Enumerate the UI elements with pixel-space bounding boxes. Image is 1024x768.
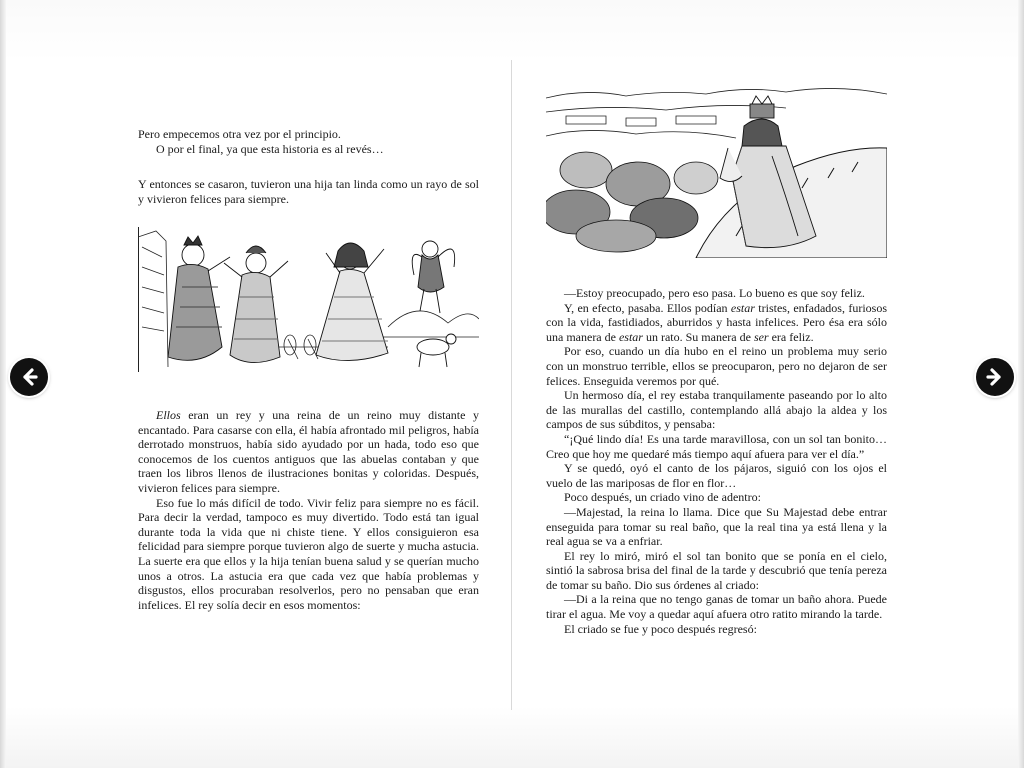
paragraph-thought: “¡Qué lindo día! Es una tarde maravillosa, con un sol tan bonito… Creo que hoy me quedaré más tiempo aquí afuera para ver el día.” <box>546 431 887 461</box>
paragraph-hardest: Eso fue lo más difícil de todo. Vivir feliz para siempre no es fácil. Para decir la verdad, tampoco es muy divertido. Todo está tan igual durante toda la vida que ni chiste tiene. Y ellos consiguieron esa felicidad para siempre porque tuvieron algo de suerte y mucha astucia. La suerte era que ellos y la hija tenían buena salud y se querían mucho unos a otros. La astucia era que cada vez que había problemas y disgustos, ellos procuraban resolverlos, pero no pensaban que eran infelices. El rey solía decir en esos momentos: <box>138 495 479 612</box>
king-castle-drawing <box>546 86 887 258</box>
intro-line-1: Pero empecemos otra vez por el principio. <box>138 127 341 141</box>
illustration-king-castle-wall <box>546 86 887 258</box>
paragraph-king-looked: El rey lo miró, miró el sol tan bonito que se ponía en el cielo, sintió la sabrosa brisa del final de la tarde y descubrió que tenía pereza de tomar su baño. Dio sus órdenes al criado: <box>546 548 887 592</box>
paragraph-worried: —Estoy preocupado, pero eso pasa. Lo bueno es que soy feliz. <box>564 286 865 300</box>
next-page-button[interactable] <box>976 358 1014 396</box>
paragraph-married <box>138 177 479 206</box>
text-span: un rato. Su manera de <box>642 329 754 344</box>
paragraph-text: Y entonces se casaron, tuvieron una hija tan linda como un rayo de sol y vivieron felices para siempre. <box>138 177 479 206</box>
previous-page-button[interactable] <box>10 358 48 396</box>
paragraph-returned: El criado se fue y poco después regresó: <box>564 621 757 636</box>
emphasis-estar: estar <box>730 300 755 315</box>
intro-block <box>138 127 479 156</box>
text-span: tristes, enfadados, furiosos con la vida, fastidiados, aburridos y hasta infelices. Pero ésa era sólo una manera de <box>546 300 887 344</box>
book-spine <box>511 60 512 710</box>
intro-line-2: O por el final, ya que esta historia es al revés… <box>156 141 384 156</box>
text-span: era feliz. <box>768 329 814 344</box>
paragraph-text-rest: eran un rey y una reina de un reino muy distante y encantado. Para casarse con ella, él había afrontado mil peligros, había derrotado monstruos, había sido ayudado por un hada, todo eso que conocemos de los cuentos antiguos que las abuelas contaban y que traen los libros llenos de ilustraciones bonitas y coloridas. Después, vivieron felices para siempre. <box>138 408 479 495</box>
page-edge-right <box>1018 0 1024 768</box>
royal-family-drawing <box>138 227 479 372</box>
paragraph-text <box>138 408 479 496</box>
illustration-royal-family <box>138 227 479 372</box>
emphasis-estar: estar <box>618 329 643 344</box>
emphasis-ser: ser <box>753 329 769 344</box>
paragraph-servant: Poco después, un criado vino de adentro: <box>564 490 761 505</box>
paragraph-beautiful-day: Un hermoso día, el rey estaba tranquilamente paseando por lo alto de las murallas del castillo, contemplando allá abajo la aldea y los campos de sus súbditos, y pensaba: <box>546 388 887 432</box>
paragraph-could-be <box>546 301 887 345</box>
arrow-left-icon <box>10 358 48 396</box>
page-edge-left <box>0 0 6 768</box>
arrow-right-icon <box>976 358 1014 396</box>
paragraph-majesty: —Majestad, la reina lo llama. Dice que Su Majestad debe entrar enseguida para tomar su real baño, que la real tina ya está llena y la real agua se va a enfriar. <box>546 504 887 549</box>
paragraph-king-queen <box>138 408 479 612</box>
right-text-block <box>546 286 887 636</box>
emphasis-ellos: Ellos <box>156 408 181 422</box>
paragraph-monster: Por eso, cuando un día hubo en el reino un problema muy serio con un monstruo terrible, ellos se preocuparon, pero no dejaron de ser felices. Enseguida veremos por qué. <box>546 344 887 388</box>
paragraph-tell-queen: —Di a la reina que no tengo ganas de tomar un baño ahora. Puede tirar el agua. Me voy a quedar aquí afuera otro ratito mirando la tarde. <box>546 592 887 622</box>
text-span: Y, en efecto, pasaba. Ellos podían <box>564 300 731 315</box>
paragraph-birds: Y se quedó, oyó el canto de los pájaros, siguió con los ojos el vuelo de las mariposas de flor en flor… <box>546 461 887 490</box>
